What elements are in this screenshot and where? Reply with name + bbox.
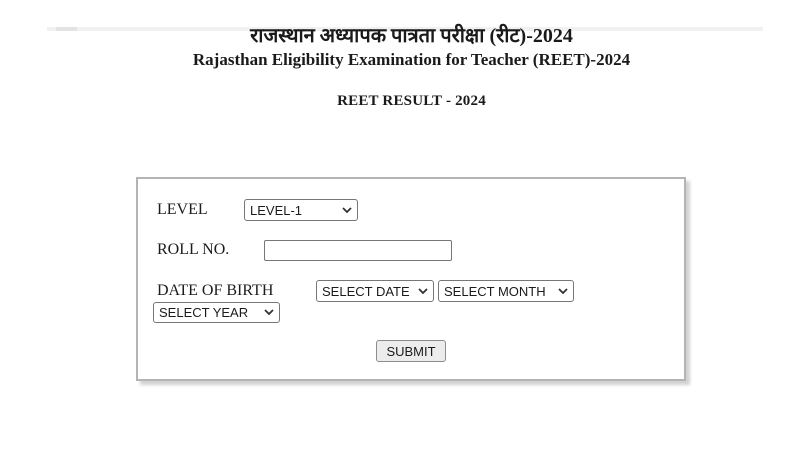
dob-label: DATE OF BIRTH (157, 282, 274, 299)
page-title-english: Rajasthan Eligibility Examination for Teacher (REET)-2024 (192, 50, 631, 69)
roll-no-label: ROLL NO. (157, 241, 230, 258)
roll-row (157, 238, 452, 262)
dob-date-select[interactable] (316, 280, 434, 302)
submit-button[interactable]: SUBMIT (376, 340, 445, 362)
dob-date-select-value: SELECT DATE (322, 283, 410, 299)
page-title-hindi: राजस्थान अध्यापक पात्रता परीक्षा (रीट)-2024 (250, 25, 573, 47)
submit-row (138, 339, 684, 363)
chevron-down-icon (558, 288, 568, 294)
chevron-down-icon (418, 288, 428, 294)
page-header (12, 25, 799, 110)
level-select[interactable] (244, 199, 358, 221)
dob-year-select-value: SELECT YEAR (159, 304, 249, 320)
dob-year-row (153, 300, 280, 324)
result-heading: REET RESULT - 2024 (337, 93, 486, 109)
roll-no-input[interactable] (264, 240, 452, 261)
level-label: LEVEL (157, 201, 208, 218)
level-row (157, 198, 358, 222)
dob-month-select-value: SELECT MONTH (444, 283, 546, 299)
chevron-down-icon (342, 207, 352, 213)
level-select-value: LEVEL-1 (250, 202, 303, 218)
chevron-down-icon (264, 309, 274, 315)
result-search-form (136, 177, 686, 381)
dob-year-select[interactable] (153, 302, 280, 323)
dob-month-select[interactable] (438, 280, 574, 302)
